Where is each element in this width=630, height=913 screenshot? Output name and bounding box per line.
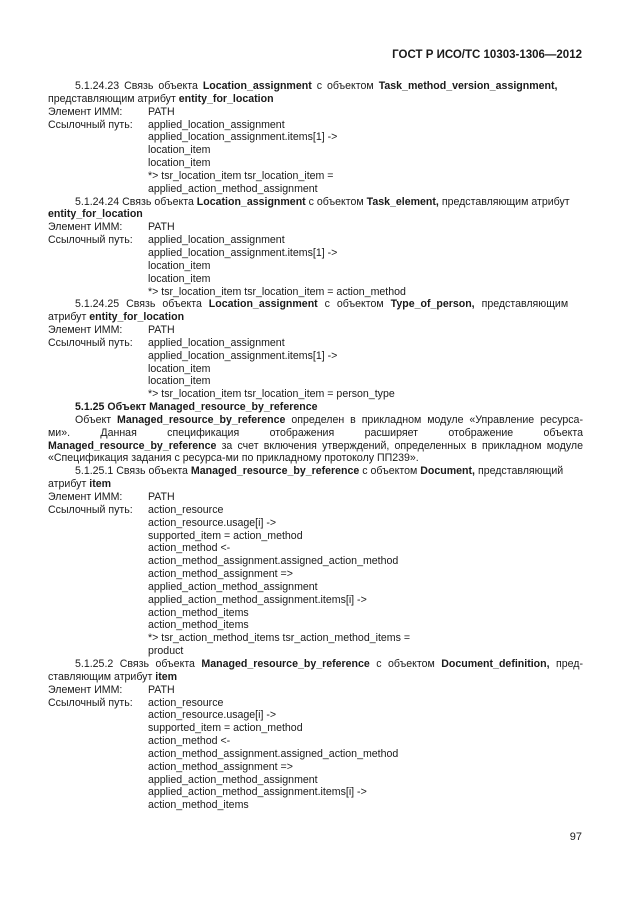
imm-element-row: Элемент ИММ: PATH <box>48 683 175 696</box>
ref-path-row: Ссылочный путь: applied_location_assignment <box>48 118 285 131</box>
path-line: action_resource.usage[i] -> <box>148 516 277 529</box>
path-line: action_method_items <box>148 606 249 619</box>
path-line: action_method_assignment => <box>148 760 293 773</box>
clause-attribute-line: атрибут item <box>48 478 112 491</box>
imm-element-row: Элемент ИММ: PATH <box>48 105 175 118</box>
section-description: Объект Managed_resource_by_reference определен в прикладном модуле «Управление ресурса-ми». Данная спецификация отображения расширяет отображение объекта Managed_resource_by_reference за счет включения утверждений, определенных в прикладном модуле «Спецификация задания с ресурса-ми по прикладному протоколу ПП239». <box>48 413 583 465</box>
clause-5-1-25-2: 5.1.25.2 Связь объекта Managed_resource_by_reference с объектом Document_definition, пред-ставляющим атрибут item <box>48 657 584 683</box>
path-line: action_method_items <box>148 799 249 812</box>
attribute-name: item <box>155 670 178 683</box>
clause-attribute-line <box>48 208 583 221</box>
path-line: location_item <box>148 362 211 375</box>
entity-name: Managed_resource_by_reference <box>190 465 360 478</box>
entity-name: Document, <box>420 465 476 478</box>
section-title-5-1-25: 5.1.25 Объект Managed_resource_by_reference <box>75 401 318 414</box>
page-number: 97 <box>569 831 582 843</box>
path-line: applied_action_method_assignment <box>148 580 318 593</box>
clause-5-1-24-25: 5.1.24.25 Связь объекта Location_assignment с объектом Type_of_person, представляющим <box>75 298 569 311</box>
attribute-name: entity_for_location <box>48 208 143 221</box>
path-line: applied_action_method_assignment <box>148 773 318 786</box>
standard-header: ГОСТ Р ИСО/ТС 10303-1306—2012 <box>392 49 582 61</box>
imm-element-row: Элемент ИММ: PATH <box>48 221 175 234</box>
path-line: location_item <box>148 375 211 388</box>
ref-path-row: Ссылочный путь: action_resource <box>48 503 224 516</box>
ref-path-row: Ссылочный путь: action_resource <box>48 696 224 709</box>
path-line: supported_item = action_method <box>148 722 303 735</box>
ref-path-row: Ссылочный путь: applied_location_assignment <box>48 234 285 247</box>
attribute-name: entity_for_location <box>178 92 274 105</box>
entity-name: Managed_resource_by_reference <box>201 657 370 670</box>
imm-element-row: Элемент ИММ: PATH <box>48 324 175 337</box>
path-line: applied_action_method_assignment.items[i] -> <box>148 593 367 606</box>
entity-name: Location_assignment <box>208 298 318 311</box>
path-line: location_item <box>148 144 211 157</box>
clause-attribute-line: представляющим атрибут entity_for_location <box>48 92 274 105</box>
entity-name: Managed_resource_by_reference <box>117 413 286 426</box>
path-line: supported_item = action_method <box>148 529 303 542</box>
path-line: *> tsr_location_item tsr_location_item = action_method <box>148 285 406 298</box>
clause-attribute-line: атрибут entity_for_location <box>48 311 185 324</box>
path-line: action_method_items <box>148 619 249 632</box>
entity-name: Document_definition, <box>441 657 550 670</box>
path-line: *> tsr_location_item tsr_location_item = <box>148 169 334 182</box>
path-line: location_item <box>148 157 211 170</box>
clause-5-1-24-23: 5.1.24.23 Связь объекта Location_assignment с объектом Task_method_version_assignment, <box>75 80 558 92</box>
path-line: action_resource.usage[i] -> <box>148 709 277 722</box>
ref-path-row: Ссылочный путь: applied_location_assignment <box>48 336 285 349</box>
path-line: action_method <- <box>148 735 231 748</box>
path-line: *> tsr_action_method_items tsr_action_method_items = <box>148 632 411 645</box>
path-line: product <box>148 645 184 658</box>
document-body <box>48 80 583 812</box>
imm-element-row: Элемент ИММ: PATH <box>48 491 175 503</box>
entity-name: Task_element, <box>366 195 439 208</box>
clause-5-1-24-24: 5.1.24.24 Связь объекта Location_assignment с объектом Task_element, представляющим атрибут <box>75 195 570 208</box>
path-line: location_item <box>148 259 211 272</box>
entity-name: Location_assignment <box>202 80 312 92</box>
entity-name: Location_assignment <box>196 195 306 208</box>
path-line: applied_location_assignment.items[1] -> <box>148 246 338 259</box>
path-line: action_method_assignment.assigned_action_method <box>148 555 399 568</box>
attribute-name: entity_for_location <box>89 311 185 324</box>
path-line: action_method <- <box>148 542 231 555</box>
entity-name: Type_of_person, <box>390 298 475 311</box>
path-line: *> tsr_location_item tsr_location_item = person_type <box>148 388 395 401</box>
attribute-name: item <box>89 478 112 491</box>
path-line: applied_action_method_assignment <box>148 182 318 195</box>
path-line: location_item <box>148 272 211 285</box>
path-line: applied_location_assignment.items[1] -> <box>148 349 338 362</box>
entity-name: Managed_resource_by_reference <box>48 439 217 452</box>
entity-name: Task_method_version_assignment, <box>378 80 558 92</box>
path-line: applied_location_assignment.items[1] -> <box>148 131 338 144</box>
path-line: action_method_assignment => <box>148 568 293 581</box>
clause-5-1-25-1: 5.1.25.1 Связь объекта Managed_resource_by_reference с объектом Document, представляющий <box>75 465 564 478</box>
path-line: applied_action_method_assignment.items[i] -> <box>148 786 367 799</box>
path-line: action_method_assignment.assigned_action_method <box>148 747 399 760</box>
